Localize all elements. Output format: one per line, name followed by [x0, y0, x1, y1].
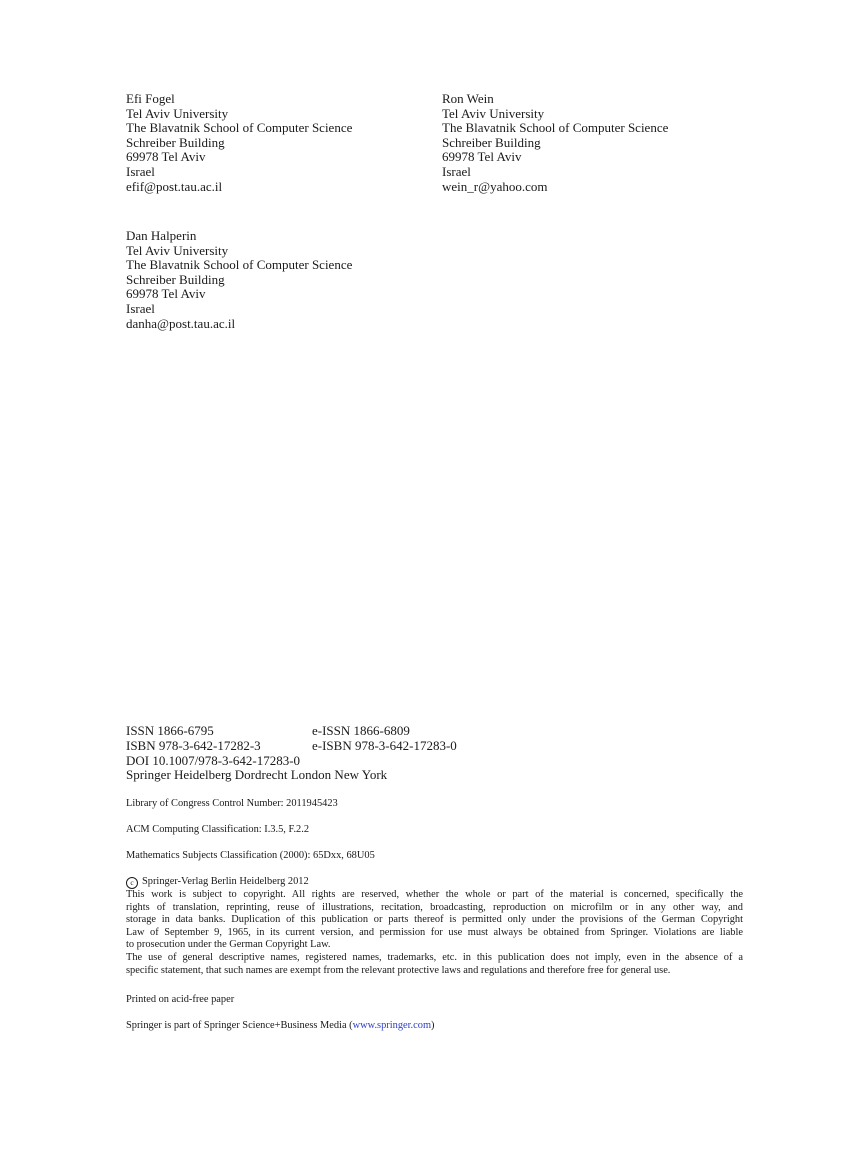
doi: DOI 10.1007/978-3-642-17283-0 — [126, 752, 301, 768]
author-affiliation-line: Schreiber Building — [442, 134, 541, 150]
author-affiliation-line: The Blavatnik School of Computer Science — [126, 257, 353, 273]
copyright-text-line: This work is subject to copyright. All rights are reserved, whether the whole or part of the material is concerned, specifically the — [126, 889, 743, 900]
author-affiliation-line: 69978 Tel Aviv — [126, 286, 206, 302]
copyright-text-line: storage in data banks. Duplication of this publication or parts thereof is permitted only under the provisions of the German Copyright — [126, 914, 743, 926]
author-affiliation-line: The Blavatnik School of Computer Science — [126, 120, 353, 136]
isbn: ISBN 978-3-642-17282-3 — [126, 737, 261, 753]
author-affiliation-line: Schreiber Building — [126, 134, 225, 150]
copyright-holder-line — [126, 876, 743, 889]
springer-website-link[interactable]: www.springer.com — [352, 1020, 432, 1031]
trademark-text-line: The use of general descriptive names, registered names, trademarks, etc. in this publication does not imply, even in the absence of a — [126, 951, 743, 963]
eissn: e-ISSN 1866-6809 — [312, 723, 410, 738]
issn: ISSN 1866-6795 — [126, 723, 214, 738]
acm-classification: ACM Computing Classification: I.3.5, F.2.2 — [126, 824, 310, 835]
springer-media-suffix: ) — [431, 1020, 435, 1031]
author-email: danha@post.tau.ac.il — [126, 315, 236, 331]
author-affiliation-line: Israel — [442, 163, 471, 179]
eisbn: e-ISBN 978-3-642-17283-0 — [312, 737, 457, 753]
springer-media-line — [126, 1020, 435, 1033]
author-affiliation-line: Tel Aviv University — [442, 105, 545, 121]
author-affiliation-line: Schreiber Building — [126, 271, 225, 287]
trademark-text-line: specific statement, that such names are exempt from the relevant protective laws and regulations and therefore free for general use. — [126, 964, 671, 976]
msc-classification: Mathematics Subjects Classification (2000): 65Dxx, 68U05 — [126, 850, 375, 861]
springer-media-text: Springer is part of Springer Science+Business Media ( — [126, 1020, 353, 1031]
author-affiliation-line: 69978 Tel Aviv — [442, 149, 522, 165]
author-address-wein — [442, 92, 668, 194]
author-email: efif@post.tau.ac.il — [126, 178, 223, 194]
copyright-notice — [126, 876, 743, 977]
copyright-holder: Springer-Verlag Berlin Heidelberg 2012 — [142, 876, 309, 887]
library-of-congress-number: Library of Congress Control Number: 2011945423 — [126, 798, 338, 809]
author-name: Ron Wein — [442, 91, 494, 106]
author-affiliation-line: Tel Aviv University — [126, 105, 229, 121]
author-name: Efi Fogel — [126, 91, 175, 106]
author-affiliation-line: Tel Aviv University — [126, 242, 229, 258]
copyright-text-line: Law of September 9, 1965, in its current version, and permission for use must always be obtained from Springer. Violations are liable — [126, 926, 743, 938]
author-address-fogel — [126, 92, 352, 194]
publisher-cities: Springer Heidelberg Dordrecht London New York — [126, 767, 388, 783]
copyright-icon: c — [126, 877, 138, 889]
acid-free-paper-note: Printed on acid-free paper — [126, 994, 235, 1005]
copyright-text-line: to prosecution under the German Copyright Law. — [126, 939, 331, 951]
copyright-text-line: rights of translation, reprinting, reuse of illustrations, recitation, broadcasting, reproduction on microfilm or in any other way, and — [126, 901, 743, 913]
author-email: wein_r@yahoo.com — [442, 178, 548, 194]
author-affiliation-line: Israel — [126, 163, 155, 179]
author-affiliation-line: The Blavatnik School of Computer Science — [442, 120, 669, 136]
author-address-halperin — [126, 229, 352, 331]
author-affiliation-line: 69978 Tel Aviv — [126, 149, 206, 165]
author-affiliation-line: Israel — [126, 300, 155, 316]
author-name: Dan Halperin — [126, 228, 197, 243]
